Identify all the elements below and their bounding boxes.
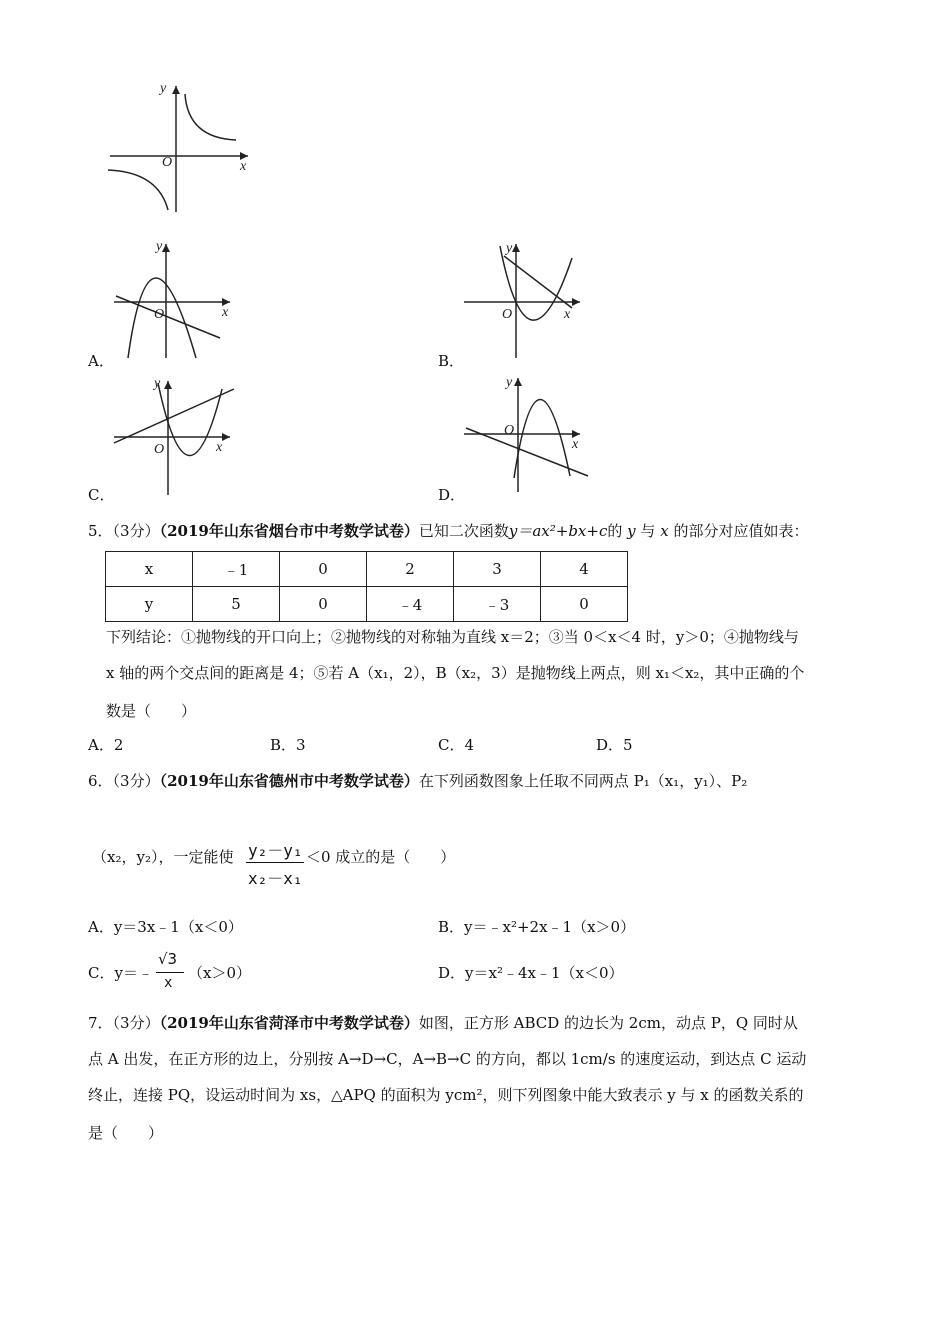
q5-option-b[interactable]: B．3 (270, 736, 306, 754)
q7-stem-line1: 如图，正方形 ABCD 的边长为 2cm，动点 P，Q 同时从 (418, 1014, 798, 1032)
q6-option-c-suffix: （x＞0） (188, 964, 252, 982)
table-cell: ﹣3 (454, 587, 541, 622)
q5-var-y: y (627, 522, 636, 540)
x-axis-label: x (564, 307, 571, 322)
table-header-x: x (106, 552, 193, 587)
q6-fraction-bar (246, 862, 304, 863)
x-axis-label: x (240, 159, 247, 174)
x-axis-label: x (216, 440, 223, 455)
table-cell: 0 (541, 587, 628, 622)
table-cell: 4 (541, 552, 628, 587)
q6-source: （2019年山东省德州市中考数学试卷） (159, 772, 419, 790)
q7-stem-line3: 终止，连接 PQ，设运动时间为 xs，△APQ 的面积为 ycm²，则下列图象中能大致表示 y 与 x 的函数关系的 (88, 1086, 804, 1104)
q5-stem-text-b: 的 (607, 522, 623, 540)
q5-number: 5． (88, 522, 113, 540)
q5-stem-text-d: 的部分对应值如表： (673, 522, 809, 540)
option-b-label[interactable]: B． (438, 352, 465, 370)
q5-value-table (105, 551, 628, 622)
q6-option-b[interactable]: B．y＝﹣x²+2x﹣1（x＞0） (438, 918, 636, 936)
q6-line2-a: （x₂，y₂），一定能使 (92, 848, 234, 866)
q6-number: 6． (88, 772, 113, 790)
q7-number: 7． (88, 1014, 113, 1032)
y-axis-label: y (506, 241, 513, 256)
y-axis-label: y (154, 376, 161, 391)
q6-fraction-numerator: y₂－y₁ (248, 841, 303, 860)
q7-score: （3分） (112, 1014, 160, 1032)
option-a-label[interactable]: A． (88, 352, 114, 370)
hyperbola-branch-lower (108, 170, 168, 210)
q5-source: （2019年山东省烟台市中考数学试卷） (159, 522, 419, 540)
table-header-y: y (106, 587, 193, 622)
table-cell: 2 (367, 552, 454, 587)
q5-option-d[interactable]: D．5 (596, 736, 633, 754)
q6-fraction-denominator: x₂－x₁ (248, 869, 303, 888)
option-c-label[interactable]: C． (88, 486, 115, 504)
q6-score: （3分） (112, 772, 160, 790)
table-row (106, 587, 628, 622)
q5-conclusions-line3: 数是（ ） (106, 702, 197, 720)
q5-conclusions-line2: x 轴的两个交点间的距离是 4；⑤若 A（x₁，2），B（x₂，3）是抛物线上两点，则 x₁＜x₂，其中正确的个 (106, 664, 805, 682)
q6-stem (88, 770, 747, 792)
y-axis-label: y (156, 239, 163, 254)
q5-function: y＝ax²+bx+c (508, 522, 608, 540)
q5-stem-text-a: 已知二次函数 (418, 522, 509, 540)
table-cell: ﹣1 (193, 552, 280, 587)
origin-label: O (504, 423, 515, 438)
q5-option-a[interactable]: A．2 (88, 736, 124, 754)
q5-var-x: x (660, 522, 669, 540)
y-axis-label: y (160, 81, 167, 96)
top-hyperbola-graph (100, 80, 260, 220)
option-b-graph[interactable] (460, 238, 590, 364)
option-a-graph[interactable] (110, 238, 240, 364)
q6-option-c-numerator: √3 (158, 950, 178, 968)
table-cell: 3 (454, 552, 541, 587)
option-c-graph[interactable] (110, 375, 240, 499)
q6-stem-text: 在下列函数图象上任取不同两点 P₁（x₁，y₁）、P₂ (418, 772, 748, 790)
x-axis-label: x (222, 305, 229, 320)
origin-label: O (502, 307, 513, 322)
x-axis-label: x (572, 437, 579, 452)
y-axis-label: y (506, 375, 513, 390)
q5-stem-text-c: 与 (640, 522, 656, 540)
q6-option-c-prefix[interactable]: C．y＝﹣ (88, 964, 153, 982)
q6-option-a[interactable]: A．y＝3x﹣1（x＜0） (88, 918, 243, 936)
table-cell: 0 (280, 587, 367, 622)
q5-stem (88, 520, 808, 542)
q7-stem (88, 1012, 798, 1034)
q7-stem-line2: 点 A 出发，在正方形的边上，分别按 A→D→C，A→B→C 的方向，都以 1cm/s 的速度运动，到达点 C 运动 (88, 1050, 807, 1068)
line (114, 389, 234, 443)
table-cell: ﹣4 (367, 587, 454, 622)
table-row (106, 552, 628, 587)
option-d-graph[interactable] (460, 372, 600, 498)
line (504, 256, 572, 308)
hyperbola-branch-upper (185, 94, 236, 140)
q7-source: （2019年山东省菏泽市中考数学试卷） (159, 1014, 419, 1032)
q6-option-d[interactable]: D．y＝x²﹣4x﹣1（x＜0） (438, 964, 624, 982)
q5-score: （3分） (112, 522, 160, 540)
origin-label: O (162, 155, 173, 170)
option-d-label[interactable]: D． (438, 486, 466, 504)
line (466, 428, 588, 476)
q6-option-c-denominator: x (164, 975, 173, 991)
q7-stem-line4: 是（ ） (88, 1124, 164, 1142)
q5-option-c[interactable]: C．4 (438, 736, 475, 754)
table-cell: 5 (193, 587, 280, 622)
table-cell: 0 (280, 552, 367, 587)
q5-conclusions-line1: 下列结论：①抛物线的开口向上；②抛物线的对称轴为直线 x＝2；③当 0＜x＜4 时，y＞0；④抛物线与 (106, 628, 799, 646)
origin-label: O (154, 442, 165, 457)
origin-label: O (154, 307, 165, 322)
q6-line2-b: ＜0 成立的是（ ） (306, 848, 456, 866)
q6-option-c-fraction-bar (156, 972, 184, 973)
